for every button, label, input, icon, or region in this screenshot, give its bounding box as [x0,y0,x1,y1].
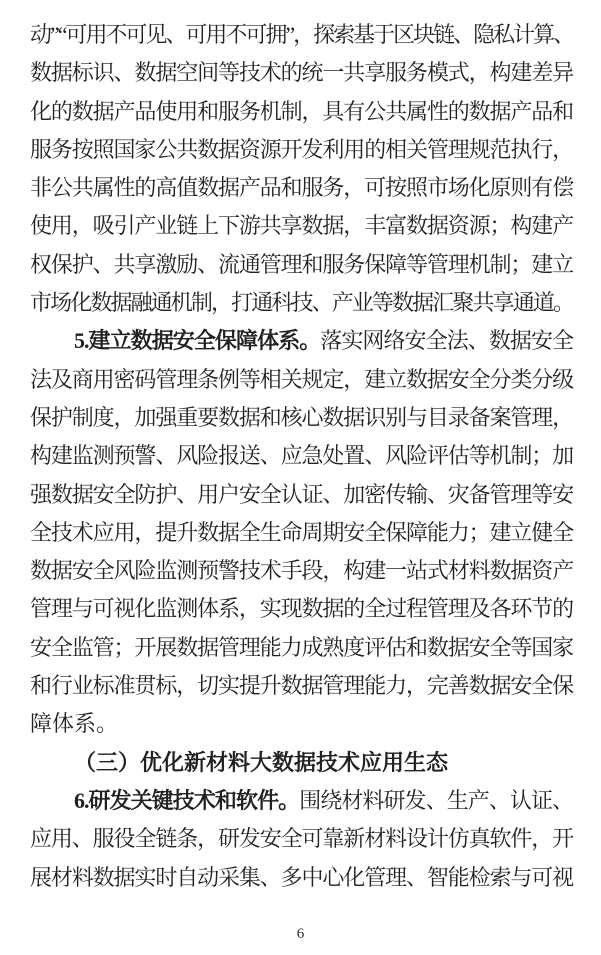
document-body [30,16,573,897]
line-text: 落实网络安全法、数据安全 [320,328,573,354]
text-line [30,207,573,245]
text-line [30,514,573,552]
line-text: 强数据安全防护、用户安全认证、加密传输、灾备管理等安 [30,481,573,507]
section-heading [30,744,573,782]
page-number: 6 [296,926,305,942]
line-text: 应用、服役全链条，研发安全可靠新材料设计仿真软件，开 [30,826,573,852]
text-line [30,131,573,169]
line-text: 安全监管；开展数据管理能力成熟度评估和数据安全等国家 [30,634,573,660]
line-text: 服务按照国家公共数据资源开发利用的相关管理规范执行， [30,136,573,162]
line-text: 围绕材料研发、生产、认证、 [299,787,573,813]
line-text: 化的数据产品使用和服务机制，具有公共属性的数据产品和 [30,98,573,124]
text-line [30,399,573,437]
line-text: 法及商用密码管理条例等相关规定，建立数据安全分类分级 [30,366,573,392]
text-line [30,859,573,897]
text-line [30,667,573,705]
line-text: 市场化数据融通机制，打通科技、产业等数据汇聚共享通道。 [30,290,573,316]
line-text: 全技术应用，提升数据全生命周期安全保障能力；建立健全 [30,519,573,545]
text-line [30,782,573,820]
line-text: 数据标识、数据空间等技术的统一共享服务模式，构建差异 [30,60,573,86]
text-line [30,322,573,360]
paragraph-lead: 5.建立数据安全保障体系。 [74,328,321,354]
line-text: 管理与可视化监测体系，实现数据的全过程管理及各环节的 [30,596,573,622]
text-line [30,284,573,322]
text-line [30,820,573,858]
line-text: 权保护、共享激励、流通管理和服务保障等管理机制；建立 [30,251,573,277]
heading-text: （三）优化新材料大数据技术应用生态 [74,749,449,775]
text-line [30,437,573,475]
text-line [30,246,573,284]
line-text: 和行业标准贯标，切实提升数据管理能力，完善数据安全保 [30,673,573,699]
line-text: 展材料数据实时自动采集、多中心化管理、智能检索与可视 [30,864,573,890]
line-text: 非公共属性的高值数据产品和服务，可按照市场化原则有偿 [30,175,573,201]
text-line [30,93,573,131]
line-text: 保护制度，加强重要数据和核心数据识别与目录备案管理， [30,404,573,430]
text-line [30,629,573,667]
line-text: 使用，吸引产业链上下游共享数据，丰富数据资源；构建产 [30,213,573,239]
text-line [30,705,573,743]
text-line [30,590,573,628]
text-line [30,16,573,54]
line-text: 障体系。 [30,711,119,737]
text-line [30,361,573,399]
line-text: 构建监测预警、风险报送、应急处置、风险评估等机制；加 [30,443,573,469]
text-line [30,476,573,514]
paragraph-lead: 6.研发关键技术和软件。 [74,787,300,813]
text-line [30,54,573,92]
line-text: 动”“可用不可见、可用不可拥”，探索基于区块链、隐私计算、 [30,22,573,47]
text-line [30,552,573,590]
line-text: 数据安全风险监测预警技术手段，构建一站式材料数据资产 [30,558,573,584]
text-line [30,169,573,207]
